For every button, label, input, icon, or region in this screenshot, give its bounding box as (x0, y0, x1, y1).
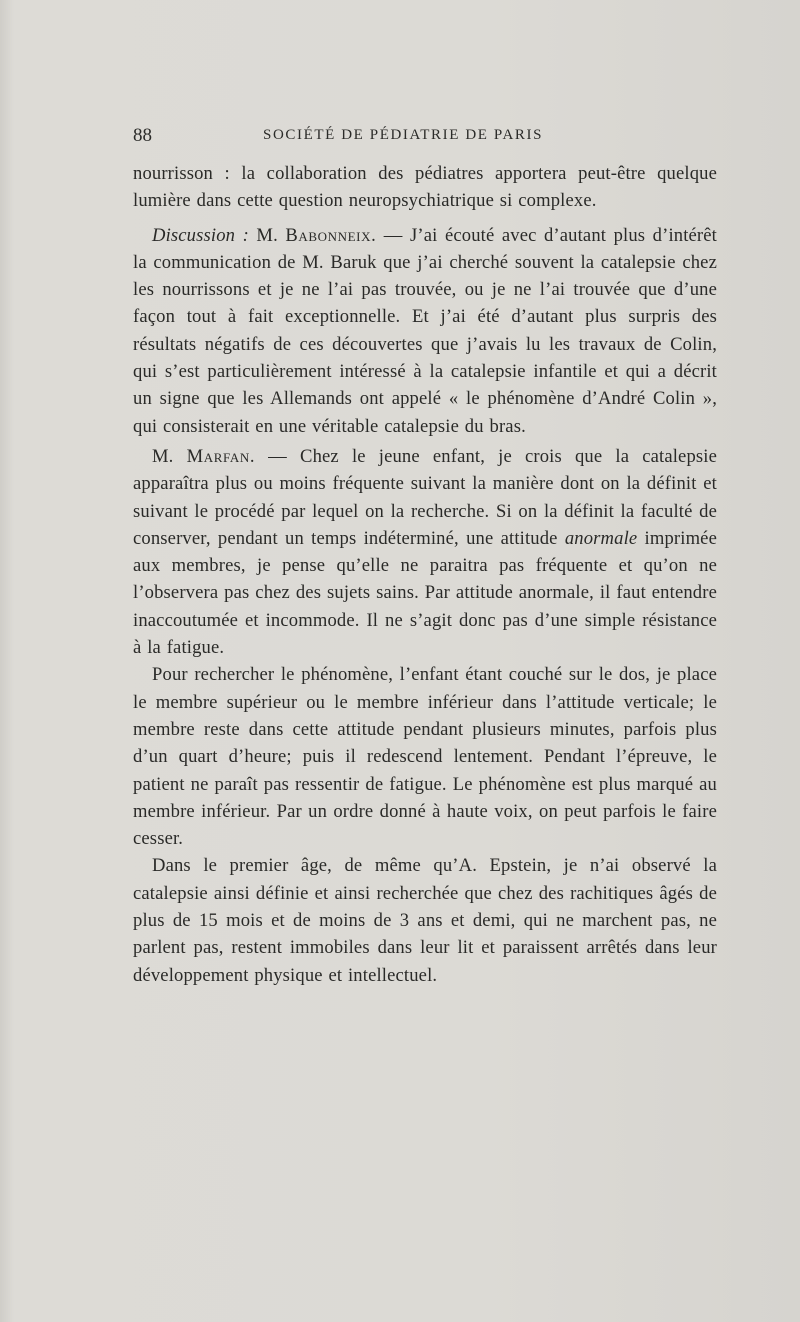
paragraph-text: Pour rechercher le phénomène, l’enfant étant couché sur le dos, je place le membre supérieur ou le membre inférieur dans l’attitude verticale; le membre reste dans cette attitude pendant plusieurs minutes, parfois plus d’un quart d’heure; puis il redescend lentement. Pendant l’épreuve, le patient ne paraît pas ressentir de fatigue. Le phénomène est plus marqué au membre inférieur. Par un ordre donné à haute voix, on peut parfois le faire cesser. (133, 664, 717, 850)
body-text (133, 160, 717, 989)
discussion-label: Discussion : (152, 224, 249, 246)
speaker-prefix: M. (152, 445, 187, 467)
page-header (133, 125, 717, 153)
emphasis-anormale: anormale (564, 527, 638, 549)
paragraph-text: imprimée aux membres, je pense qu’elle ne paraitra pas fréquente et qu’on ne l’observera pas chez des sujets sains. Par attitude anormale, il faut entendre inaccoutumée et incommode. Il ne s’agit donc pas d’une simple résistance à la fatigue. (133, 527, 717, 659)
paragraph-text: — Chez le jeune enfant, je crois que la catalepsie apparaîtra plus ou moins fréquente suivant la manière dont on la définit et suivant le procédé par lequel on la recherche. Si on la définit la faculté de conserver, pendant un temps indéterminé, une attitude (133, 445, 718, 549)
page-number: 88 (133, 125, 152, 146)
paragraph-marfan (133, 443, 717, 661)
running-head: SOCIÉTÉ DE PÉDIATRIE DE PARIS (263, 127, 544, 143)
paragraph-method (133, 661, 717, 852)
speaker-name-babonneix: Babonneix. (285, 224, 377, 246)
paragraph-text: — J’ai écouté avec d’autant plus d’intérêt la communication de M. Baruk que j’ai cherché souvent la catalepsie chez les nourrissons et je ne l’ai pas trouvée, ou je ne l’ai trouvée que d’une façon tout à fait exceptionnelle. Et j’ai été d’autant plus surpris des résultats négatifs de ces découvertes que j’avais lu les travaux de Colin, qui s’est particulièrement intéressé à la catalepsie infantile et qui a décrit un signe que les Allemands ont appelé « le phénomène d’André Colin », qui consisterait en une véritable catalepsie du bras. (133, 224, 717, 437)
paragraph-observation (133, 852, 717, 988)
paragraph-continuation (133, 160, 717, 215)
paragraph-discussion-babonneix (133, 222, 717, 440)
speaker-name-marfan: Marfan. (186, 445, 256, 467)
paragraph-text: nourrisson : la collaboration des pédiatres apportera peut-être quelque lumière dans cette question neuropsychiatrique si complexe. (133, 163, 717, 212)
paragraph-text: Dans le premier âge, de même qu’A. Epstein, je n’ai observé la catalepsie ainsi définie et ainsi recherchée que chez des rachitiques âgés de plus de 15 mois et de moins de 3 ans et demi, qui ne marchent pas, ne parlent pas, restent immobiles dans leur lit et paraissent arrêtés dans leur développement physique et intellectuel. (133, 855, 717, 986)
speaker-prefix: M. (256, 224, 286, 246)
